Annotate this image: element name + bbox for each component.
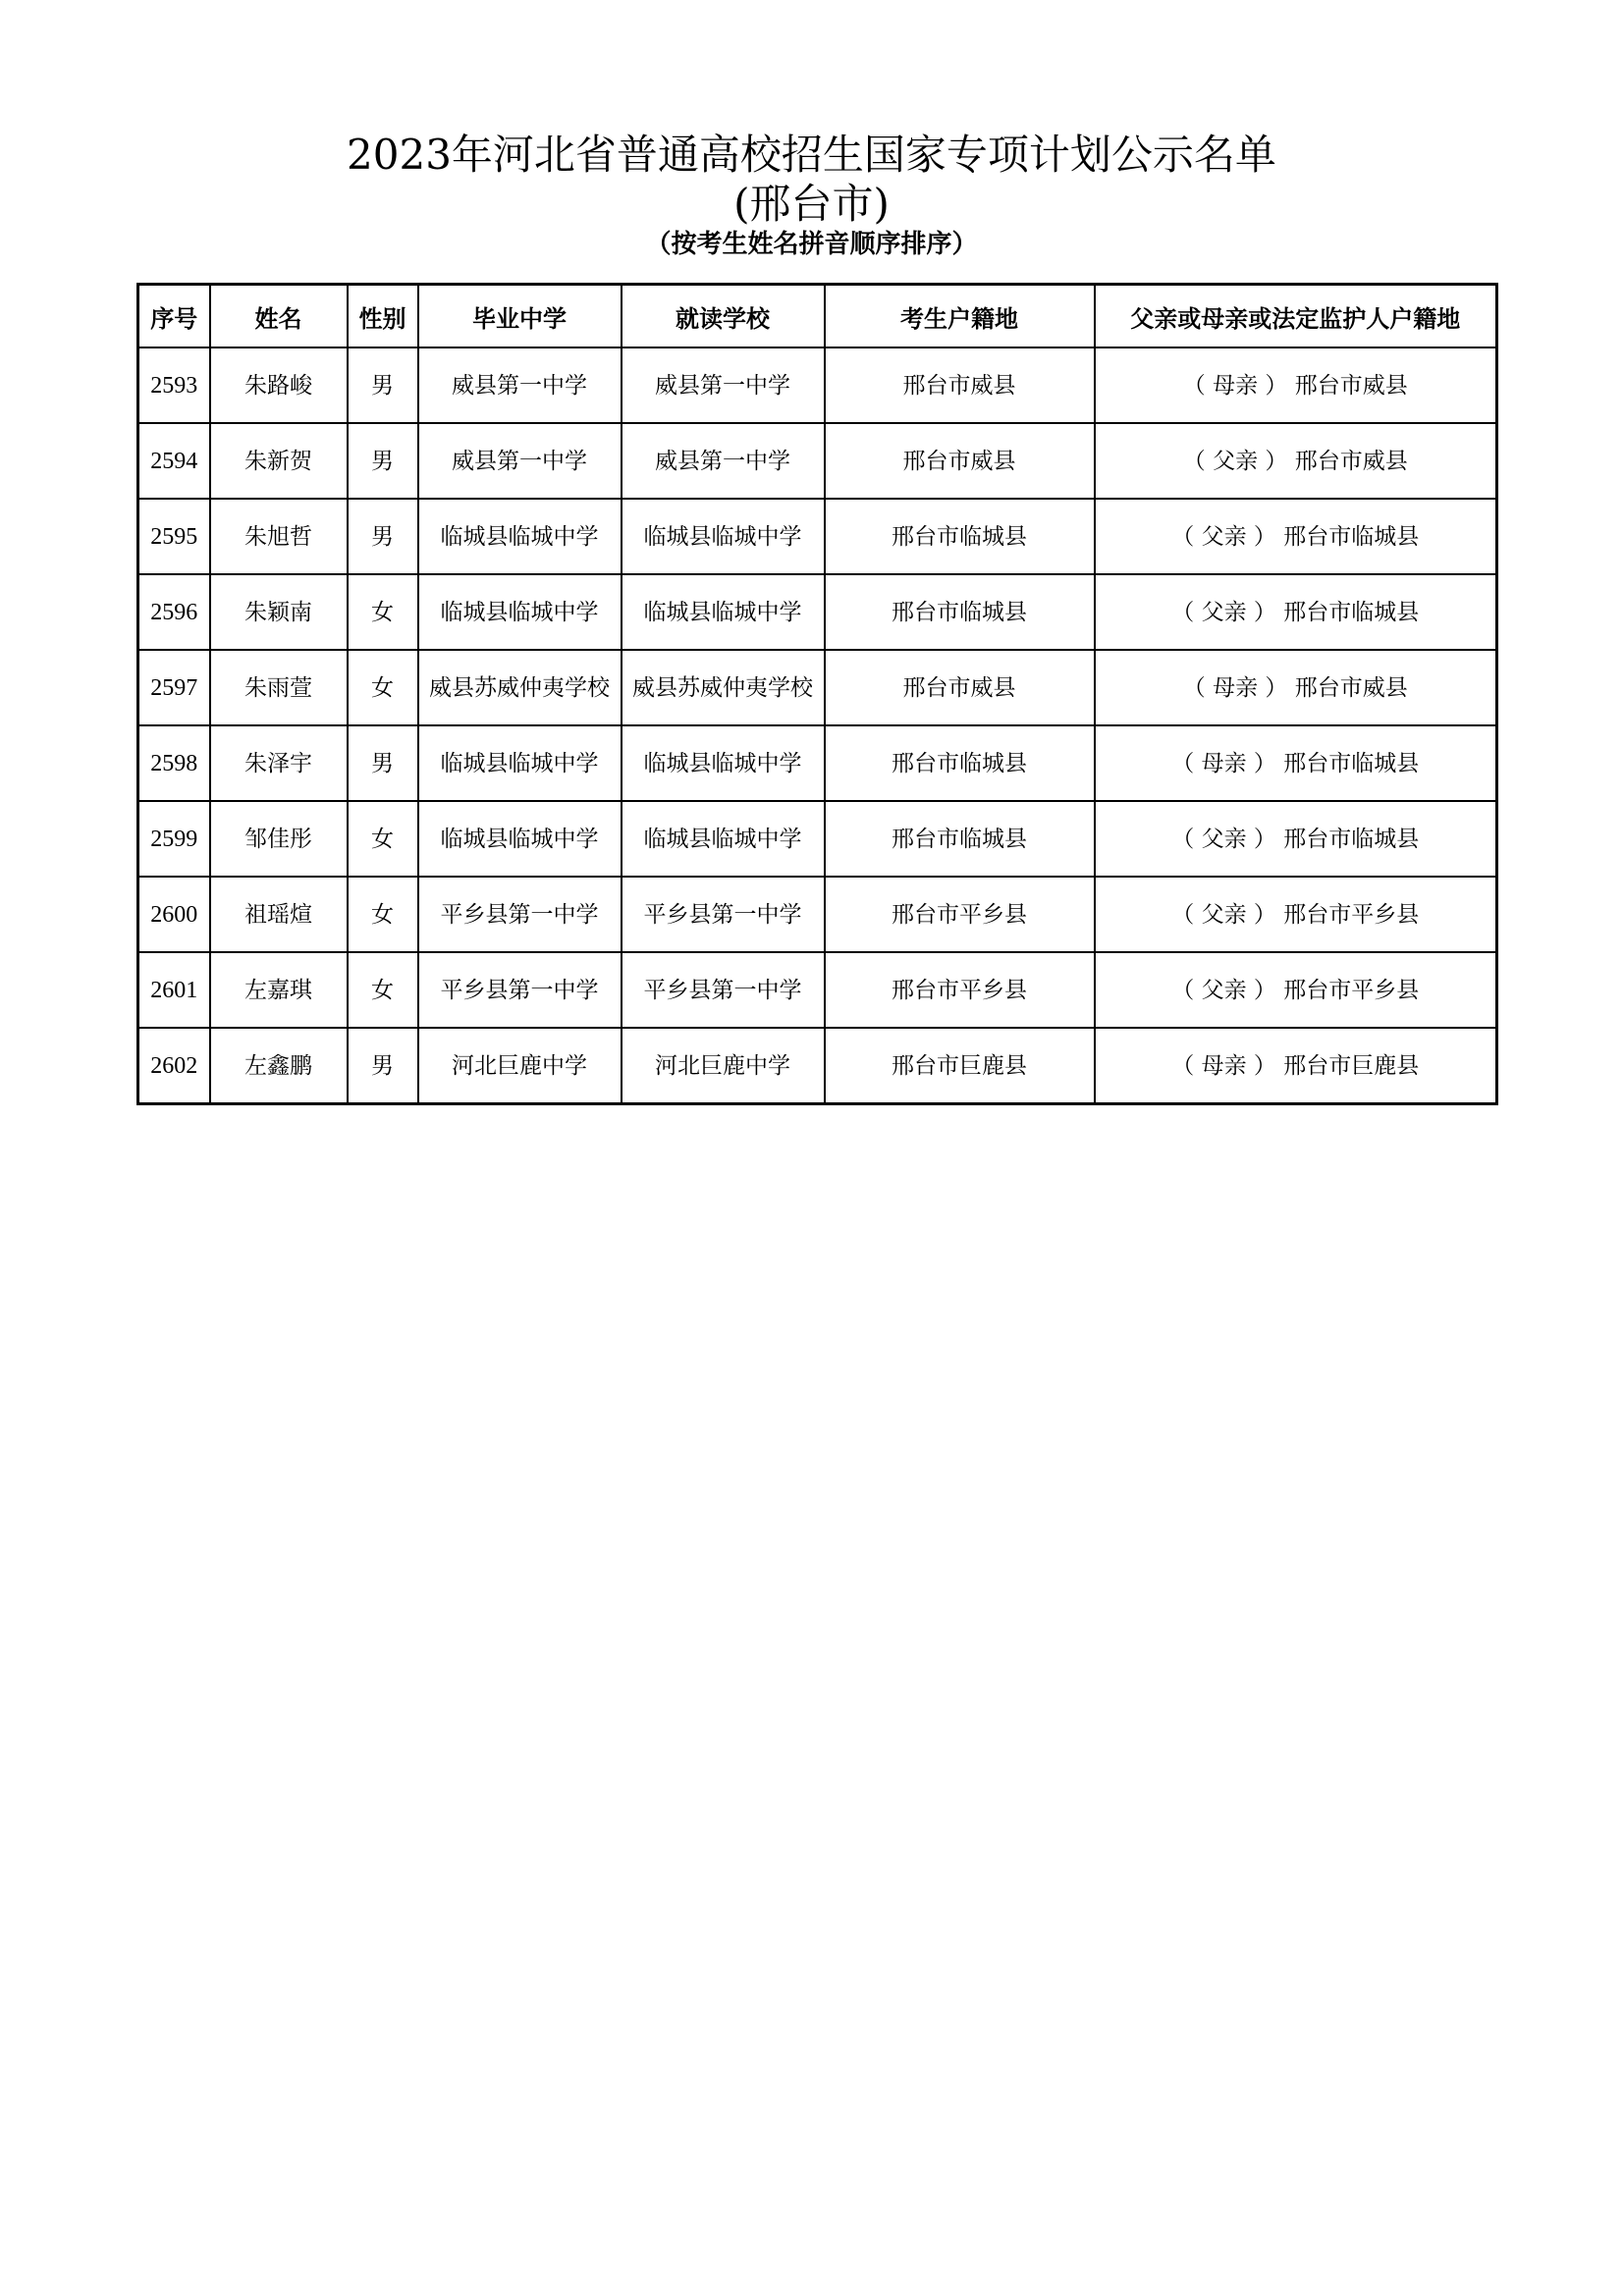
cell-graduated-school: 临城县临城中学 [418,725,622,801]
cell-gender: 女 [348,952,418,1028]
cell-name: 朱路峻 [210,347,348,423]
cell-serial: 2601 [138,952,210,1028]
cell-guardian-residence: （ 父亲 ） 邢台市平乡县 [1095,952,1497,1028]
cell-graduated-school: 临城县临城中学 [418,801,622,877]
cell-guardian-residence: （ 父亲 ） 邢台市威县 [1095,423,1497,499]
cell-current-school: 威县苏威仲夷学校 [622,650,825,725]
table-row [138,877,1497,952]
table-row [138,423,1497,499]
cell-graduated-school: 威县苏威仲夷学校 [418,650,622,725]
cell-name: 邹佳彤 [210,801,348,877]
cell-serial: 2600 [138,877,210,952]
column-header-guardian-residence: 父亲或母亲或法定监护人户籍地 [1095,285,1497,348]
cell-name: 左鑫鹏 [210,1028,348,1104]
table-header [138,285,1497,348]
cell-current-school: 威县第一中学 [622,423,825,499]
cell-serial: 2598 [138,725,210,801]
cell-name: 朱旭哲 [210,499,348,574]
sort-note: （按考生姓名拼音顺序排序） [645,230,978,259]
cell-graduated-school: 威县第一中学 [418,347,622,423]
cell-gender: 男 [348,725,418,801]
table-row [138,574,1497,650]
cell-graduated-school: 临城县临城中学 [418,574,622,650]
header-row [138,285,1497,348]
cell-serial: 2594 [138,423,210,499]
cell-serial: 2599 [138,801,210,877]
table-row [138,801,1497,877]
cell-gender: 女 [348,650,418,725]
cell-guardian-residence: （ 父亲 ） 邢台市临城县 [1095,499,1497,574]
cell-gender: 男 [348,347,418,423]
cell-guardian-residence: （ 母亲 ） 邢台市威县 [1095,650,1497,725]
column-header-serial: 序号 [138,285,210,348]
cell-current-school: 威县第一中学 [622,347,825,423]
cell-current-school: 临城县临城中学 [622,801,825,877]
cell-serial: 2593 [138,347,210,423]
cell-gender: 女 [348,877,418,952]
cell-serial: 2602 [138,1028,210,1104]
cell-student-residence: 邢台市临城县 [825,574,1095,650]
cell-serial: 2597 [138,650,210,725]
table-body [138,347,1497,1104]
table-row [138,952,1497,1028]
cell-guardian-residence: （ 母亲 ） 邢台市临城县 [1095,725,1497,801]
cell-gender: 男 [348,423,418,499]
cell-current-school: 河北巨鹿中学 [622,1028,825,1104]
cell-name: 朱颖南 [210,574,348,650]
cell-gender: 男 [348,1028,418,1104]
table-row [138,1028,1497,1104]
cell-student-residence: 邢台市威县 [825,347,1095,423]
cell-student-residence: 邢台市临城县 [825,499,1095,574]
cell-graduated-school: 平乡县第一中学 [418,877,622,952]
cell-name: 朱雨萱 [210,650,348,725]
table-row [138,650,1497,725]
cell-graduated-school: 临城县临城中学 [418,499,622,574]
column-header-current-school: 就读学校 [622,285,825,348]
cell-guardian-residence: （ 父亲 ） 邢台市临城县 [1095,574,1497,650]
cell-student-residence: 邢台市威县 [825,650,1095,725]
cell-student-residence: 邢台市临城县 [825,801,1095,877]
cell-student-residence: 邢台市平乡县 [825,877,1095,952]
student-list-table [136,283,1498,1105]
column-header-name: 姓名 [210,285,348,348]
cell-name: 朱泽宇 [210,725,348,801]
cell-student-residence: 邢台市巨鹿县 [825,1028,1095,1104]
column-header-graduated-school: 毕业中学 [418,285,622,348]
cell-guardian-residence: （ 父亲 ） 邢台市平乡县 [1095,877,1497,952]
cell-guardian-residence: （ 母亲 ） 邢台市巨鹿县 [1095,1028,1497,1104]
table-row [138,725,1497,801]
cell-current-school: 平乡县第一中学 [622,877,825,952]
cell-gender: 女 [348,574,418,650]
cell-name: 祖瑶煊 [210,877,348,952]
cell-name: 朱新贺 [210,423,348,499]
cell-serial: 2596 [138,574,210,650]
page-title: 2023年河北省普通高校招生国家专项计划公示名单 [347,131,1276,179]
table-row [138,347,1497,423]
page-subtitle-city: (邢台市) [733,180,890,228]
cell-student-residence: 邢台市临城县 [825,725,1095,801]
cell-current-school: 平乡县第一中学 [622,952,825,1028]
column-header-student-residence: 考生户籍地 [825,285,1095,348]
cell-student-residence: 邢台市平乡县 [825,952,1095,1028]
table-row [138,499,1497,574]
column-header-gender: 性别 [348,285,418,348]
cell-guardian-residence: （ 父亲 ） 邢台市临城县 [1095,801,1497,877]
cell-graduated-school: 威县第一中学 [418,423,622,499]
cell-current-school: 临城县临城中学 [622,499,825,574]
cell-guardian-residence: （ 母亲 ） 邢台市威县 [1095,347,1497,423]
cell-serial: 2595 [138,499,210,574]
cell-gender: 男 [348,499,418,574]
cell-graduated-school: 河北巨鹿中学 [418,1028,622,1104]
cell-gender: 女 [348,801,418,877]
cell-name: 左嘉琪 [210,952,348,1028]
cell-student-residence: 邢台市威县 [825,423,1095,499]
cell-current-school: 临城县临城中学 [622,574,825,650]
cell-graduated-school: 平乡县第一中学 [418,952,622,1028]
cell-current-school: 临城县临城中学 [622,725,825,801]
